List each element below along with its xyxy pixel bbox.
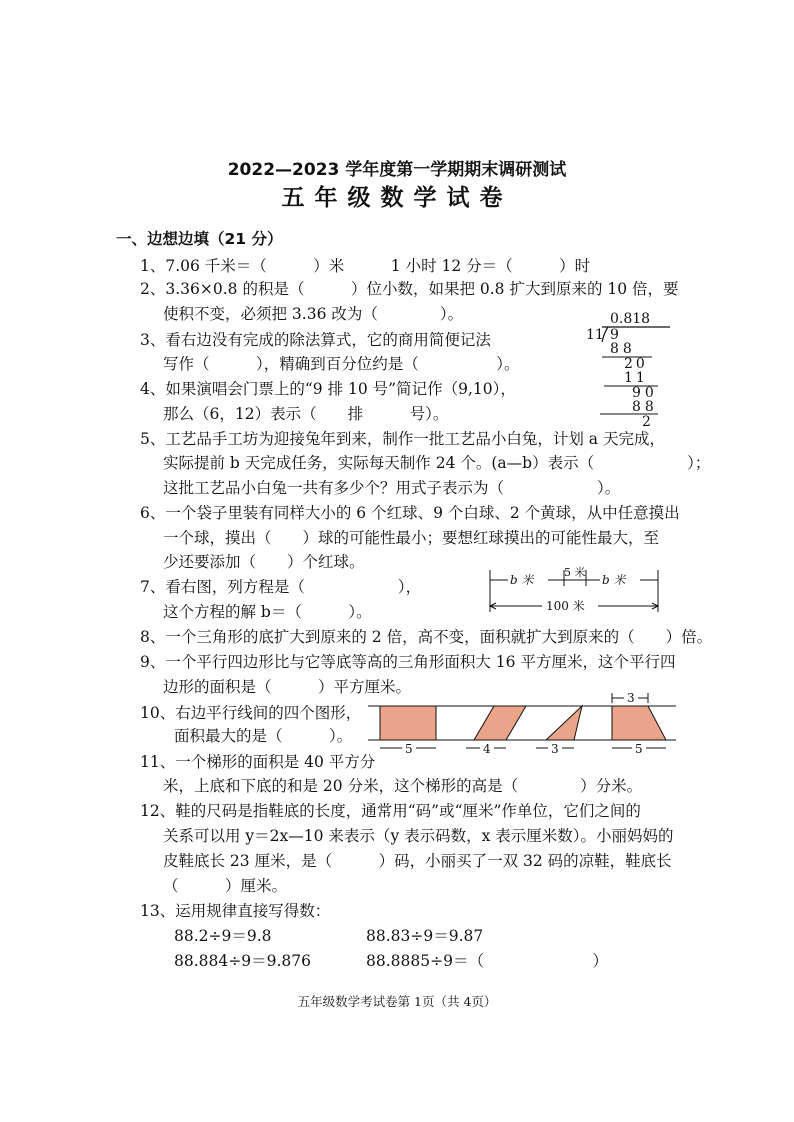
question-5-line-1: 5、工艺品手工坊为迎接兔年到来，制作一批工艺品小白兔，计划 a 天完成， [140,430,665,448]
question-8: 8、一个三角形的底扩大到原来的 2 倍，高不变，面积就扩大到原来的（ ）倍。 [140,628,713,646]
question-7-line-1: 7、看右图，列方程是（ ）， [140,578,422,596]
question-3-line-2: 写作（ ），精确到百分位约是（ ）。 [163,355,520,373]
question-3-line-1: 3、看右边没有完成的除法算式，它的商用简便记法 [140,331,491,349]
division-figure [580,306,690,428]
question-7-line-2: 这个方程的解 b＝（ ）。 [163,603,372,621]
division-row-2: 20 [624,356,648,372]
division-row-3: 11 [624,370,648,386]
shape-top-label: 3 [627,691,635,705]
question-6-line-3: 少还要添加（ ）个红球。 [163,553,365,571]
segment-right-label: b 米 [602,573,626,587]
segment-figure [486,566,662,618]
question-9-line-1: 9、一个平行四边形比与它等底等高的三角形面积大 16 平方厘米，这个平行四 [140,653,676,671]
question-10-line-2: 面积最大的是（ ）。 [174,727,353,745]
shape-label-3: 3 [551,742,559,756]
question-12-line-2: 关系可以用 y＝2x—10 来表示（y 表示码数，x 表示厘米数）。小丽妈妈的 [163,827,674,845]
division-row-1: 88 [610,341,636,357]
question-10-line-1: 10、右边平行线间的四个图形， [140,704,362,722]
question-11-line-1: 11、一个梯形的面积是 40 平方分 [140,753,376,771]
question-12-line-1: 12、鞋的尺码是指鞋底的长度，通常用“码”或“厘米”作单位，它们之间的 [140,802,641,820]
question-6-line-2: 一个球，摸出（ ）球的可能性最小；要想红球摸出的可能性最大，至 [163,529,660,547]
shape-label-4: 5 [635,742,643,756]
question-13-item-b: 88.83÷9＝9.87 [366,927,484,945]
shapes-figure [366,690,678,760]
segment-left-label: b 米 [510,573,534,587]
division-remainder: 2 [642,414,651,428]
question-13-item-d: 88.8885÷9＝（ ） [366,952,608,970]
question-13-item-c: 88.884÷9＝9.876 [174,952,311,970]
shape-triangle [546,706,582,740]
shape-parallelogram [474,706,526,740]
question-1: 1、7.06 千米＝（ ）米 1 小时 12 分＝（ ）时 [140,257,591,275]
question-13-line-1: 13、运用规律直接写得数： [140,902,331,920]
division-quotient: 0.818 [610,311,651,327]
question-5-line-3: 这批工艺品小白兔一共有多少个？用式子表示为（ ）。 [163,479,621,497]
segment-middle-label: 5 米 [564,566,586,579]
question-9-line-2: 边形的面积是（ ）平方厘米。 [163,678,412,696]
page-footer: 五年级数学考试卷第 1页（共 4页） [297,994,497,1009]
division-row-5: 88 [632,399,658,415]
shape-label-2: 4 [483,742,491,756]
section-heading: 一、边想边填（21 分） [116,230,283,248]
question-12-line-3: 皮鞋底长 23 厘米，是（ ）码，小丽买了一双 32 码的凉鞋，鞋底长 [163,852,672,870]
shape-trapezoid [612,706,666,740]
exam-title: 2022—2023 学年度第一学期期末调研测试 [227,160,567,180]
division-row-4: 90 [632,385,658,401]
division-divisor: 11 [586,327,604,343]
shape-label-1: 5 [405,742,413,756]
shape-rectangle [380,706,436,740]
question-4-line-2: 那么（6，12）表示（ 排 号）。 [163,405,449,423]
exam-subtitle: 五年级数学试卷 [281,185,513,211]
question-5-line-2: 实际提前 b 天完成任务，实际每天制作 24 个。(a—b）表示（ ）； [163,454,711,472]
question-13-item-a: 88.2÷9＝9.8 [174,927,272,945]
division-dividend: 9 [610,327,619,343]
segment-total-label: 100 米 [546,599,585,613]
question-6-line-1: 6、一个袋子里装有同样大小的 6 个红球、9 个白球、2 个黄球，从中任意摸出 [140,504,680,522]
question-4-line-1: 4、如果演唱会门票上的“9 排 10 号”简记作（9,10）， [140,380,516,398]
question-12-line-4: （ ）厘米。 [163,877,288,895]
question-2-line-2: 使积不变，必须把 3.36 改为（ ）。 [163,305,464,323]
question-2-line-1: 2、3.36×0.8 的积是（ ）位小数，如果把 0.8 扩大到原来的 10 倍，要 [140,280,679,298]
question-11-line-2: 米，上底和下底的和是 20 分米，这个梯形的高是（ ）分米。 [163,777,643,795]
